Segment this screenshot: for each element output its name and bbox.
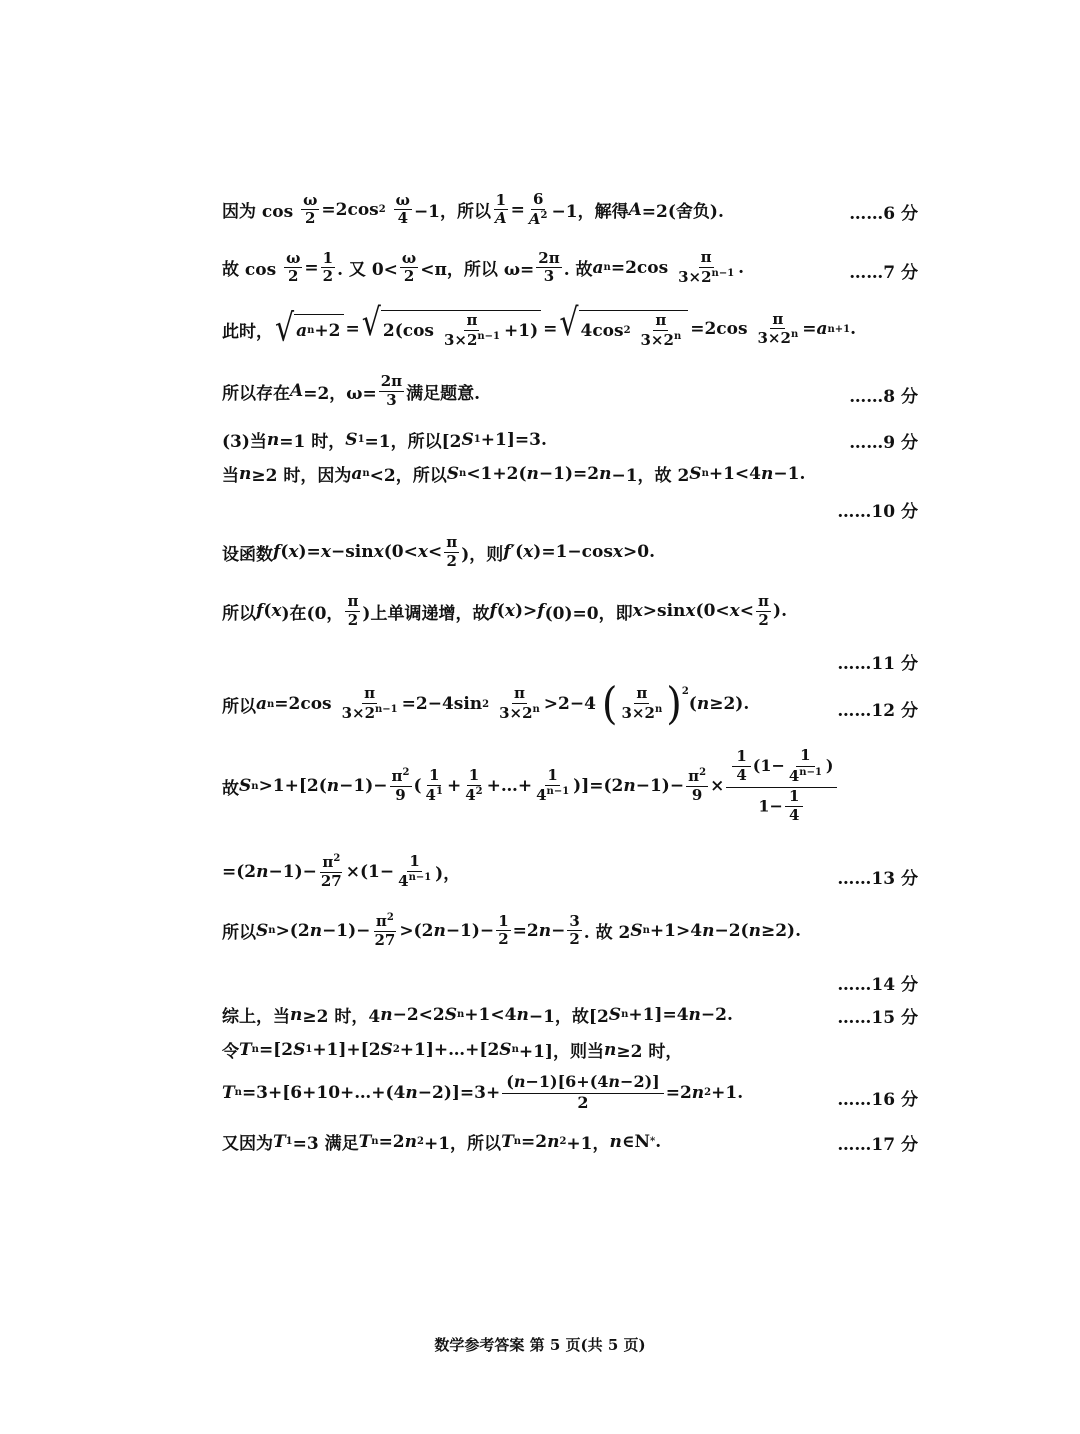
- solution-line-9: [222, 678, 920, 730]
- score-label: ……6 分: [849, 204, 918, 224]
- solution-line-13: [222, 1002, 920, 1027]
- score-label: ……14 分: [837, 975, 918, 995]
- line-text: 综上，当 n ≥2 时，4 n −2<2 S n +1<4 n −1，故[2 S n +1]=4 n −2.: [222, 1004, 733, 1027]
- solution-line-4: [222, 374, 920, 409]
- solution-line-14: [222, 1037, 920, 1062]
- line-text: 故 S n >1+[2( n −1)− $\frac{\pi^2}{9}$ ( $\frac{1}{4^1}$ + $\frac{1}{4^2}$ +…+ $\frac{1}{4^{n-1}}$ )]=(2 n −1)− $\frac{\pi^2}{9}$ × $\frac{1}{4}$ (1− $\frac{1}{4^{n-1}}$ ) 1− $\frac{1}{4}$: [222, 748, 839, 824]
- line-text: (3)当 n =1 时， S 1 =1，所以[2 S 1 +1]=3.: [222, 429, 547, 452]
- score-label: ……16 分: [837, 1090, 918, 1110]
- solution-line-11: [222, 854, 920, 890]
- line-text: T n =3+[6+10+…+(4 n −2)]=3+ $\frac{(n-1)[6+(4n-2)]}{2}$ =2 n 2 +1.: [222, 1072, 744, 1112]
- solution-line-1: [222, 192, 920, 228]
- line-text: 因为 cos $\frac{\omega}{2}$ =2cos 2 $\frac{\omega}{4}$ −1，所以 $\frac{1}{A}$ = $\frac{6}{A^2}$ −1，解得 A =2(舍负).: [222, 190, 724, 228]
- solution-line-16: [222, 1129, 920, 1154]
- solution-line-3: [222, 301, 920, 351]
- line-text: 当 n ≥2 时，因为 a n <2，所以 S n <1+2( n −1)=2 n −1，故 2 S n +1<4 n −1.: [222, 463, 806, 486]
- line-text: =(2 n −1)− $\frac{\pi^2}{27}$ ×(1− $\frac{1}{4^{n-1}}$ )，: [222, 852, 461, 890]
- line-text: 所以 a n =2cos $\frac{\pi}{3\times 2^{n-1}}$ =2−4sin 2 $\frac{\pi}{3\times 2^n}$ >2−4 ( $\frac{\pi}{3\times 2^n}$ ) $^2$ ( n ≥2).: [222, 678, 750, 730]
- solution-line-12: [222, 913, 920, 949]
- score-label: ……12 分: [837, 701, 918, 721]
- solution-line-7: [222, 535, 920, 570]
- line-text: 令 T n =[2 S 1 +1]+[2 S 2 +1]+…+[2 S n +1]，则当 n ≥2 时，: [222, 1039, 683, 1062]
- solution-line-6: [222, 461, 920, 486]
- line-text: 又因为 T 1 =3 满足 T n =2 n 2 +1，所以 T n =2 n 2 +1， n ∈N * .: [222, 1131, 662, 1154]
- score-label: ……15 分: [837, 1008, 918, 1028]
- line-text: 所以 f ( x )在(0， $\frac{\pi}{2}$ )上单调递增，故 f ( x )> f (0)=0，即 x >sin x (0< x < $\frac{\pi}{2}$ ).: [222, 592, 787, 629]
- line-text: 所以 S n >(2 n −1)− $\frac{\pi^2}{27}$ >(2 n −1)− $\frac{1}{2}$ =2 n − $\frac{3}{2}$ . 故 2 S n +1>4 n −2( n ≥2).: [222, 911, 801, 949]
- line-text: 此时， √ a n +2 = √ 2(cos $\frac{\pi}{3\times 2^{n-1}}$ +1) = √ 4cos 2 $\frac{\pi}{3\times 2^n}$ =2cos $\frac{\pi}{3\times 2^n}$ = a n+1 .: [222, 301, 857, 351]
- score-label: ……8 分: [849, 387, 918, 407]
- solution-line-8: [222, 594, 920, 629]
- page-footer: 数学参考答案 第 5 页(共 5 页): [434, 1336, 646, 1354]
- score-label: ……17 分: [837, 1135, 918, 1155]
- score-label: ……7 分: [849, 263, 918, 283]
- line-text: 设函数 f ( x )= x −sin x (0< x < $\frac{\pi}{2}$ )，则 f ′( x )=1−cos x >0.: [222, 533, 656, 570]
- solution-line-10: [222, 748, 920, 824]
- line-text: 所以存在 A =2，ω= $\frac{2\pi}{3}$ 满足题意.: [222, 372, 481, 409]
- solution-line-15: [222, 1074, 920, 1112]
- solution-line-5: [222, 427, 920, 452]
- solution-line-2: [222, 250, 920, 286]
- score-label: ……9 分: [849, 433, 918, 453]
- score-label: ……10 分: [837, 502, 918, 522]
- score-label: ……11 分: [837, 654, 918, 674]
- line-text: 故 cos $\frac{\omega}{2}$ = $\frac{1}{2}$ . 又 0< $\frac{\omega}{2}$ <π，所以 ω= $\frac{2\pi}{3}$ . 故 a n =2cos $\frac{\pi}{3\times 2^{n-1}}$ .: [222, 248, 745, 286]
- score-label: ……13 分: [837, 869, 918, 889]
